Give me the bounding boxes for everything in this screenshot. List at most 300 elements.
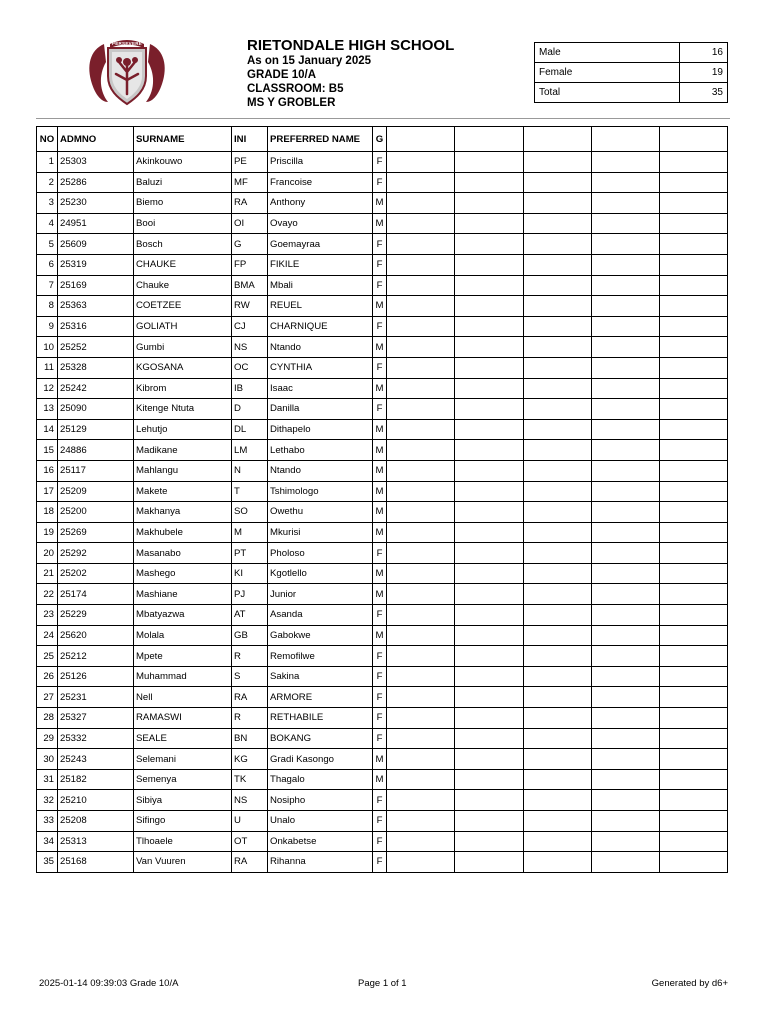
cell-blank xyxy=(524,378,592,399)
cell-admno: 25209 xyxy=(58,481,134,502)
table-row xyxy=(37,213,728,234)
cell-blank xyxy=(455,584,524,605)
cell-no: 33 xyxy=(37,811,58,832)
cell-blank xyxy=(524,296,592,317)
cell-preferred-name: CYNTHIA xyxy=(268,357,373,378)
cell-preferred-name: Ntando xyxy=(268,337,373,358)
header-divider xyxy=(36,118,730,119)
cell-gender: M xyxy=(373,419,387,440)
cell-surname: COETZEE xyxy=(134,296,232,317)
cell-blank xyxy=(660,481,728,502)
cell-blank xyxy=(592,213,660,234)
cell-blank xyxy=(387,790,455,811)
cell-no: 32 xyxy=(37,790,58,811)
cell-blank xyxy=(592,769,660,790)
cell-gender: F xyxy=(373,543,387,564)
cell-gender: M xyxy=(373,481,387,502)
table-row xyxy=(37,852,728,873)
cell-blank xyxy=(387,399,455,420)
cell-preferred-name: Francoise xyxy=(268,172,373,193)
cell-blank xyxy=(387,152,455,173)
cell-surname: Chauke xyxy=(134,275,232,296)
report-header xyxy=(247,37,454,110)
cell-blank xyxy=(455,193,524,214)
cell-blank xyxy=(455,275,524,296)
cell-surname: CHAUKE xyxy=(134,254,232,275)
cell-admno: 25620 xyxy=(58,625,134,646)
stats-row-total xyxy=(535,83,728,103)
cell-blank xyxy=(660,275,728,296)
cell-no: 23 xyxy=(37,605,58,626)
cell-surname: Baluzi xyxy=(134,172,232,193)
cell-blank xyxy=(387,584,455,605)
cell-blank xyxy=(660,831,728,852)
cell-blank xyxy=(387,666,455,687)
cell-no: 25 xyxy=(37,646,58,667)
class-roster-table xyxy=(36,126,728,873)
cell-gender: F xyxy=(373,254,387,275)
cell-admno: 25327 xyxy=(58,708,134,729)
cell-blank xyxy=(592,790,660,811)
cell-blank xyxy=(592,152,660,173)
col-header-preferred-name: PREFERRED NAME xyxy=(268,127,373,152)
cell-ini: NS xyxy=(232,790,268,811)
cell-gender: F xyxy=(373,708,387,729)
cell-gender: F xyxy=(373,152,387,173)
cell-no: 34 xyxy=(37,831,58,852)
cell-blank xyxy=(524,419,592,440)
cell-preferred-name: ARMORE xyxy=(268,687,373,708)
cell-gender: F xyxy=(373,728,387,749)
cell-admno: 25286 xyxy=(58,172,134,193)
cell-blank xyxy=(592,440,660,461)
cell-ini: PE xyxy=(232,152,268,173)
cell-surname: Lehutjo xyxy=(134,419,232,440)
cell-surname: Madikane xyxy=(134,440,232,461)
gender-stats-table xyxy=(534,42,728,103)
cell-blank xyxy=(660,584,728,605)
cell-ini: D xyxy=(232,399,268,420)
cell-gender: F xyxy=(373,275,387,296)
cell-blank xyxy=(524,481,592,502)
table-row xyxy=(37,666,728,687)
cell-blank xyxy=(592,708,660,729)
cell-blank xyxy=(592,728,660,749)
cell-blank xyxy=(455,605,524,626)
table-row xyxy=(37,769,728,790)
cell-preferred-name: Gradi Kasongo xyxy=(268,749,373,770)
cell-surname: Masanabo xyxy=(134,543,232,564)
cell-preferred-name: Unalo xyxy=(268,811,373,832)
table-row xyxy=(37,584,728,605)
cell-gender: F xyxy=(373,666,387,687)
table-row xyxy=(37,399,728,420)
cell-preferred-name: Nosipho xyxy=(268,790,373,811)
cell-blank xyxy=(387,481,455,502)
cell-no: 22 xyxy=(37,584,58,605)
cell-blank xyxy=(660,852,728,873)
cell-blank xyxy=(592,687,660,708)
cell-gender: M xyxy=(373,769,387,790)
cell-no: 24 xyxy=(37,625,58,646)
cell-no: 7 xyxy=(37,275,58,296)
cell-gender: M xyxy=(373,440,387,461)
stats-value: 35 xyxy=(680,83,728,103)
cell-blank xyxy=(524,584,592,605)
cell-surname: RAMASWI xyxy=(134,708,232,729)
cell-blank xyxy=(524,625,592,646)
cell-ini: R xyxy=(232,708,268,729)
cell-gender: M xyxy=(373,584,387,605)
cell-blank xyxy=(524,666,592,687)
stats-value: 16 xyxy=(680,43,728,63)
cell-blank xyxy=(524,357,592,378)
cell-blank xyxy=(455,502,524,523)
cell-blank xyxy=(387,852,455,873)
cell-blank xyxy=(455,481,524,502)
cell-blank xyxy=(660,769,728,790)
cell-blank xyxy=(387,193,455,214)
cell-blank xyxy=(592,419,660,440)
cell-blank xyxy=(455,769,524,790)
footer-timestamp: 2025-01-14 09:39:03 Grade 10/A xyxy=(39,978,179,989)
cell-blank xyxy=(592,852,660,873)
cell-blank xyxy=(387,275,455,296)
cell-gender: F xyxy=(373,811,387,832)
cell-blank xyxy=(660,419,728,440)
table-row xyxy=(37,646,728,667)
cell-preferred-name: Onkabetse xyxy=(268,831,373,852)
cell-blank xyxy=(660,522,728,543)
cell-blank xyxy=(455,666,524,687)
cell-preferred-name: Lethabo xyxy=(268,440,373,461)
cell-no: 17 xyxy=(37,481,58,502)
table-row xyxy=(37,605,728,626)
cell-blank xyxy=(387,440,455,461)
cell-blank xyxy=(387,460,455,481)
cell-gender: F xyxy=(373,399,387,420)
cell-ini: RA xyxy=(232,852,268,873)
table-row xyxy=(37,254,728,275)
cell-blank xyxy=(660,213,728,234)
cell-preferred-name: Mkurisi xyxy=(268,522,373,543)
cell-admno: 25609 xyxy=(58,234,134,255)
cell-blank xyxy=(524,605,592,626)
as-on-date: As on 15 January 2025 xyxy=(247,55,372,67)
table-row xyxy=(37,275,728,296)
cell-admno: 25319 xyxy=(58,254,134,275)
cell-blank xyxy=(592,234,660,255)
cell-blank xyxy=(660,502,728,523)
classroom-label: CLASSROOM: B5 xyxy=(247,83,344,95)
cell-admno: 25202 xyxy=(58,563,134,584)
cell-ini: U xyxy=(232,811,268,832)
cell-gender: M xyxy=(373,193,387,214)
cell-blank xyxy=(387,254,455,275)
cell-ini: BN xyxy=(232,728,268,749)
cell-admno: 25169 xyxy=(58,275,134,296)
cell-no: 16 xyxy=(37,460,58,481)
cell-preferred-name: BOKANG xyxy=(268,728,373,749)
cell-blank xyxy=(592,399,660,420)
cell-blank xyxy=(455,625,524,646)
table-row xyxy=(37,790,728,811)
cell-ini: IB xyxy=(232,378,268,399)
cell-surname: Bosch xyxy=(134,234,232,255)
cell-blank xyxy=(455,296,524,317)
cell-blank xyxy=(660,749,728,770)
cell-blank xyxy=(660,254,728,275)
cell-blank xyxy=(524,193,592,214)
cell-surname: Makhanya xyxy=(134,502,232,523)
cell-blank xyxy=(387,708,455,729)
cell-no: 13 xyxy=(37,399,58,420)
cell-no: 30 xyxy=(37,749,58,770)
cell-blank xyxy=(455,522,524,543)
table-row xyxy=(37,481,728,502)
cell-no: 14 xyxy=(37,419,58,440)
cell-blank xyxy=(455,790,524,811)
cell-blank xyxy=(592,460,660,481)
cell-preferred-name: Remofilwe xyxy=(268,646,373,667)
cell-blank xyxy=(455,357,524,378)
table-row xyxy=(37,625,728,646)
cell-blank xyxy=(524,790,592,811)
table-row xyxy=(37,316,728,337)
col-header-surname: SURNAME xyxy=(134,127,232,152)
cell-no: 31 xyxy=(37,769,58,790)
cell-blank xyxy=(455,399,524,420)
cell-blank xyxy=(455,811,524,832)
cell-surname: Sibiya xyxy=(134,790,232,811)
cell-blank xyxy=(387,543,455,564)
cell-admno: 25316 xyxy=(58,316,134,337)
stats-label: Female xyxy=(535,63,680,83)
col-header-admno: ADMNO xyxy=(58,127,134,152)
cell-gender: F xyxy=(373,831,387,852)
cell-preferred-name: REUEL xyxy=(268,296,373,317)
stats-value: 19 xyxy=(680,63,728,83)
cell-no: 12 xyxy=(37,378,58,399)
cell-blank xyxy=(592,502,660,523)
cell-blank xyxy=(592,481,660,502)
cell-surname: Mashiane xyxy=(134,584,232,605)
cell-blank xyxy=(455,234,524,255)
cell-gender: M xyxy=(373,460,387,481)
cell-preferred-name: Danilla xyxy=(268,399,373,420)
cell-blank xyxy=(387,357,455,378)
cell-blank xyxy=(387,522,455,543)
cell-blank xyxy=(455,152,524,173)
cell-blank xyxy=(524,728,592,749)
cell-gender: F xyxy=(373,852,387,873)
col-header-gender: G xyxy=(373,127,387,152)
cell-no: 21 xyxy=(37,563,58,584)
cell-no: 11 xyxy=(37,357,58,378)
cell-blank xyxy=(592,275,660,296)
cell-preferred-name: Thagalo xyxy=(268,769,373,790)
cell-blank xyxy=(660,790,728,811)
cell-blank xyxy=(455,543,524,564)
cell-no: 5 xyxy=(37,234,58,255)
cell-ini: M xyxy=(232,522,268,543)
cell-preferred-name: Tshimologo xyxy=(268,481,373,502)
cell-no: 28 xyxy=(37,708,58,729)
cell-preferred-name: Asanda xyxy=(268,605,373,626)
cell-blank xyxy=(592,831,660,852)
cell-blank xyxy=(455,213,524,234)
cell-blank xyxy=(660,666,728,687)
cell-blank xyxy=(387,502,455,523)
cell-preferred-name: Isaac xyxy=(268,378,373,399)
cell-blank xyxy=(524,502,592,523)
cell-preferred-name: Rihanna xyxy=(268,852,373,873)
cell-admno: 25230 xyxy=(58,193,134,214)
cell-blank xyxy=(592,563,660,584)
cell-blank xyxy=(592,625,660,646)
cell-preferred-name: Owethu xyxy=(268,502,373,523)
cell-gender: M xyxy=(373,625,387,646)
cell-preferred-name: CHARNIQUE xyxy=(268,316,373,337)
table-row xyxy=(37,749,728,770)
cell-blank xyxy=(660,687,728,708)
cell-surname: Tlhoaele xyxy=(134,831,232,852)
cell-preferred-name: Junior xyxy=(268,584,373,605)
cell-blank xyxy=(524,563,592,584)
cell-admno: 25328 xyxy=(58,357,134,378)
cell-no: 4 xyxy=(37,213,58,234)
cell-blank xyxy=(387,769,455,790)
cell-blank xyxy=(387,316,455,337)
cell-blank xyxy=(524,749,592,770)
cell-ini: KI xyxy=(232,563,268,584)
cell-blank xyxy=(524,234,592,255)
school-name: RIETONDALE HIGH SCHOOL xyxy=(247,37,455,54)
cell-admno: 25174 xyxy=(58,584,134,605)
cell-preferred-name: Ntando xyxy=(268,460,373,481)
cell-blank xyxy=(524,543,592,564)
cell-blank xyxy=(455,831,524,852)
cell-no: 19 xyxy=(37,522,58,543)
cell-surname: Selemani xyxy=(134,749,232,770)
cell-admno: 25363 xyxy=(58,296,134,317)
cell-no: 9 xyxy=(37,316,58,337)
cell-admno: 25210 xyxy=(58,790,134,811)
table-row xyxy=(37,522,728,543)
cell-admno: 25313 xyxy=(58,831,134,852)
table-row xyxy=(37,687,728,708)
cell-admno: 25182 xyxy=(58,769,134,790)
cell-gender: M xyxy=(373,522,387,543)
cell-gender: M xyxy=(373,378,387,399)
cell-blank xyxy=(524,399,592,420)
cell-blank xyxy=(524,440,592,461)
cell-ini: BMA xyxy=(232,275,268,296)
cell-surname: GOLIATH xyxy=(134,316,232,337)
cell-preferred-name: Goemayraa xyxy=(268,234,373,255)
cell-preferred-name: Dithapelo xyxy=(268,419,373,440)
cell-surname: SEALE xyxy=(134,728,232,749)
cell-blank xyxy=(387,728,455,749)
cell-surname: Mbatyazwa xyxy=(134,605,232,626)
cell-no: 2 xyxy=(37,172,58,193)
cell-ini: RA xyxy=(232,687,268,708)
cell-surname: Van Vuuren xyxy=(134,852,232,873)
col-header-ini: INI xyxy=(232,127,268,152)
table-row xyxy=(37,296,728,317)
cell-blank xyxy=(660,357,728,378)
cell-gender: M xyxy=(373,563,387,584)
cell-blank xyxy=(660,193,728,214)
cell-ini: DL xyxy=(232,419,268,440)
cell-blank xyxy=(592,254,660,275)
table-row xyxy=(37,193,728,214)
col-header-blank xyxy=(455,127,524,152)
cell-preferred-name: Anthony xyxy=(268,193,373,214)
cell-blank xyxy=(455,708,524,729)
cell-ini: KG xyxy=(232,749,268,770)
cell-blank xyxy=(592,337,660,358)
cell-blank xyxy=(455,563,524,584)
cell-blank xyxy=(592,522,660,543)
cell-blank xyxy=(455,749,524,770)
cell-admno: 24951 xyxy=(58,213,134,234)
grade-label: GRADE 10/A xyxy=(247,69,317,81)
cell-blank xyxy=(660,646,728,667)
cell-blank xyxy=(524,254,592,275)
cell-blank xyxy=(524,152,592,173)
cell-blank xyxy=(387,646,455,667)
school-crest-logo xyxy=(86,36,168,108)
cell-surname: Molala xyxy=(134,625,232,646)
cell-surname: Semenya xyxy=(134,769,232,790)
cell-admno: 25200 xyxy=(58,502,134,523)
cell-gender: F xyxy=(373,687,387,708)
cell-gender: F xyxy=(373,316,387,337)
cell-preferred-name: Ovayo xyxy=(268,213,373,234)
col-header-blank xyxy=(592,127,660,152)
table-row xyxy=(37,234,728,255)
teacher-name: MS Y GROBLER xyxy=(247,97,336,109)
cell-admno: 25168 xyxy=(58,852,134,873)
cell-blank xyxy=(660,399,728,420)
cell-blank xyxy=(660,296,728,317)
cell-blank xyxy=(455,440,524,461)
footer-page-number: Page 1 of 1 xyxy=(358,978,407,989)
cell-admno: 25231 xyxy=(58,687,134,708)
cell-blank xyxy=(592,666,660,687)
table-row xyxy=(37,460,728,481)
cell-blank xyxy=(524,769,592,790)
cell-blank xyxy=(455,378,524,399)
cell-no: 3 xyxy=(37,193,58,214)
cell-blank xyxy=(387,811,455,832)
cell-blank xyxy=(387,563,455,584)
cell-surname: Gumbi xyxy=(134,337,232,358)
cell-blank xyxy=(524,337,592,358)
cell-gender: M xyxy=(373,502,387,523)
cell-admno: 24886 xyxy=(58,440,134,461)
footer-generator: Generated by d6+ xyxy=(651,978,728,989)
cell-no: 6 xyxy=(37,254,58,275)
table-row xyxy=(37,419,728,440)
cell-blank xyxy=(387,172,455,193)
cell-ini: N xyxy=(232,460,268,481)
table-row xyxy=(37,357,728,378)
cell-surname: Kitenge Ntuta xyxy=(134,399,232,420)
cell-gender: M xyxy=(373,749,387,770)
cell-blank xyxy=(592,193,660,214)
